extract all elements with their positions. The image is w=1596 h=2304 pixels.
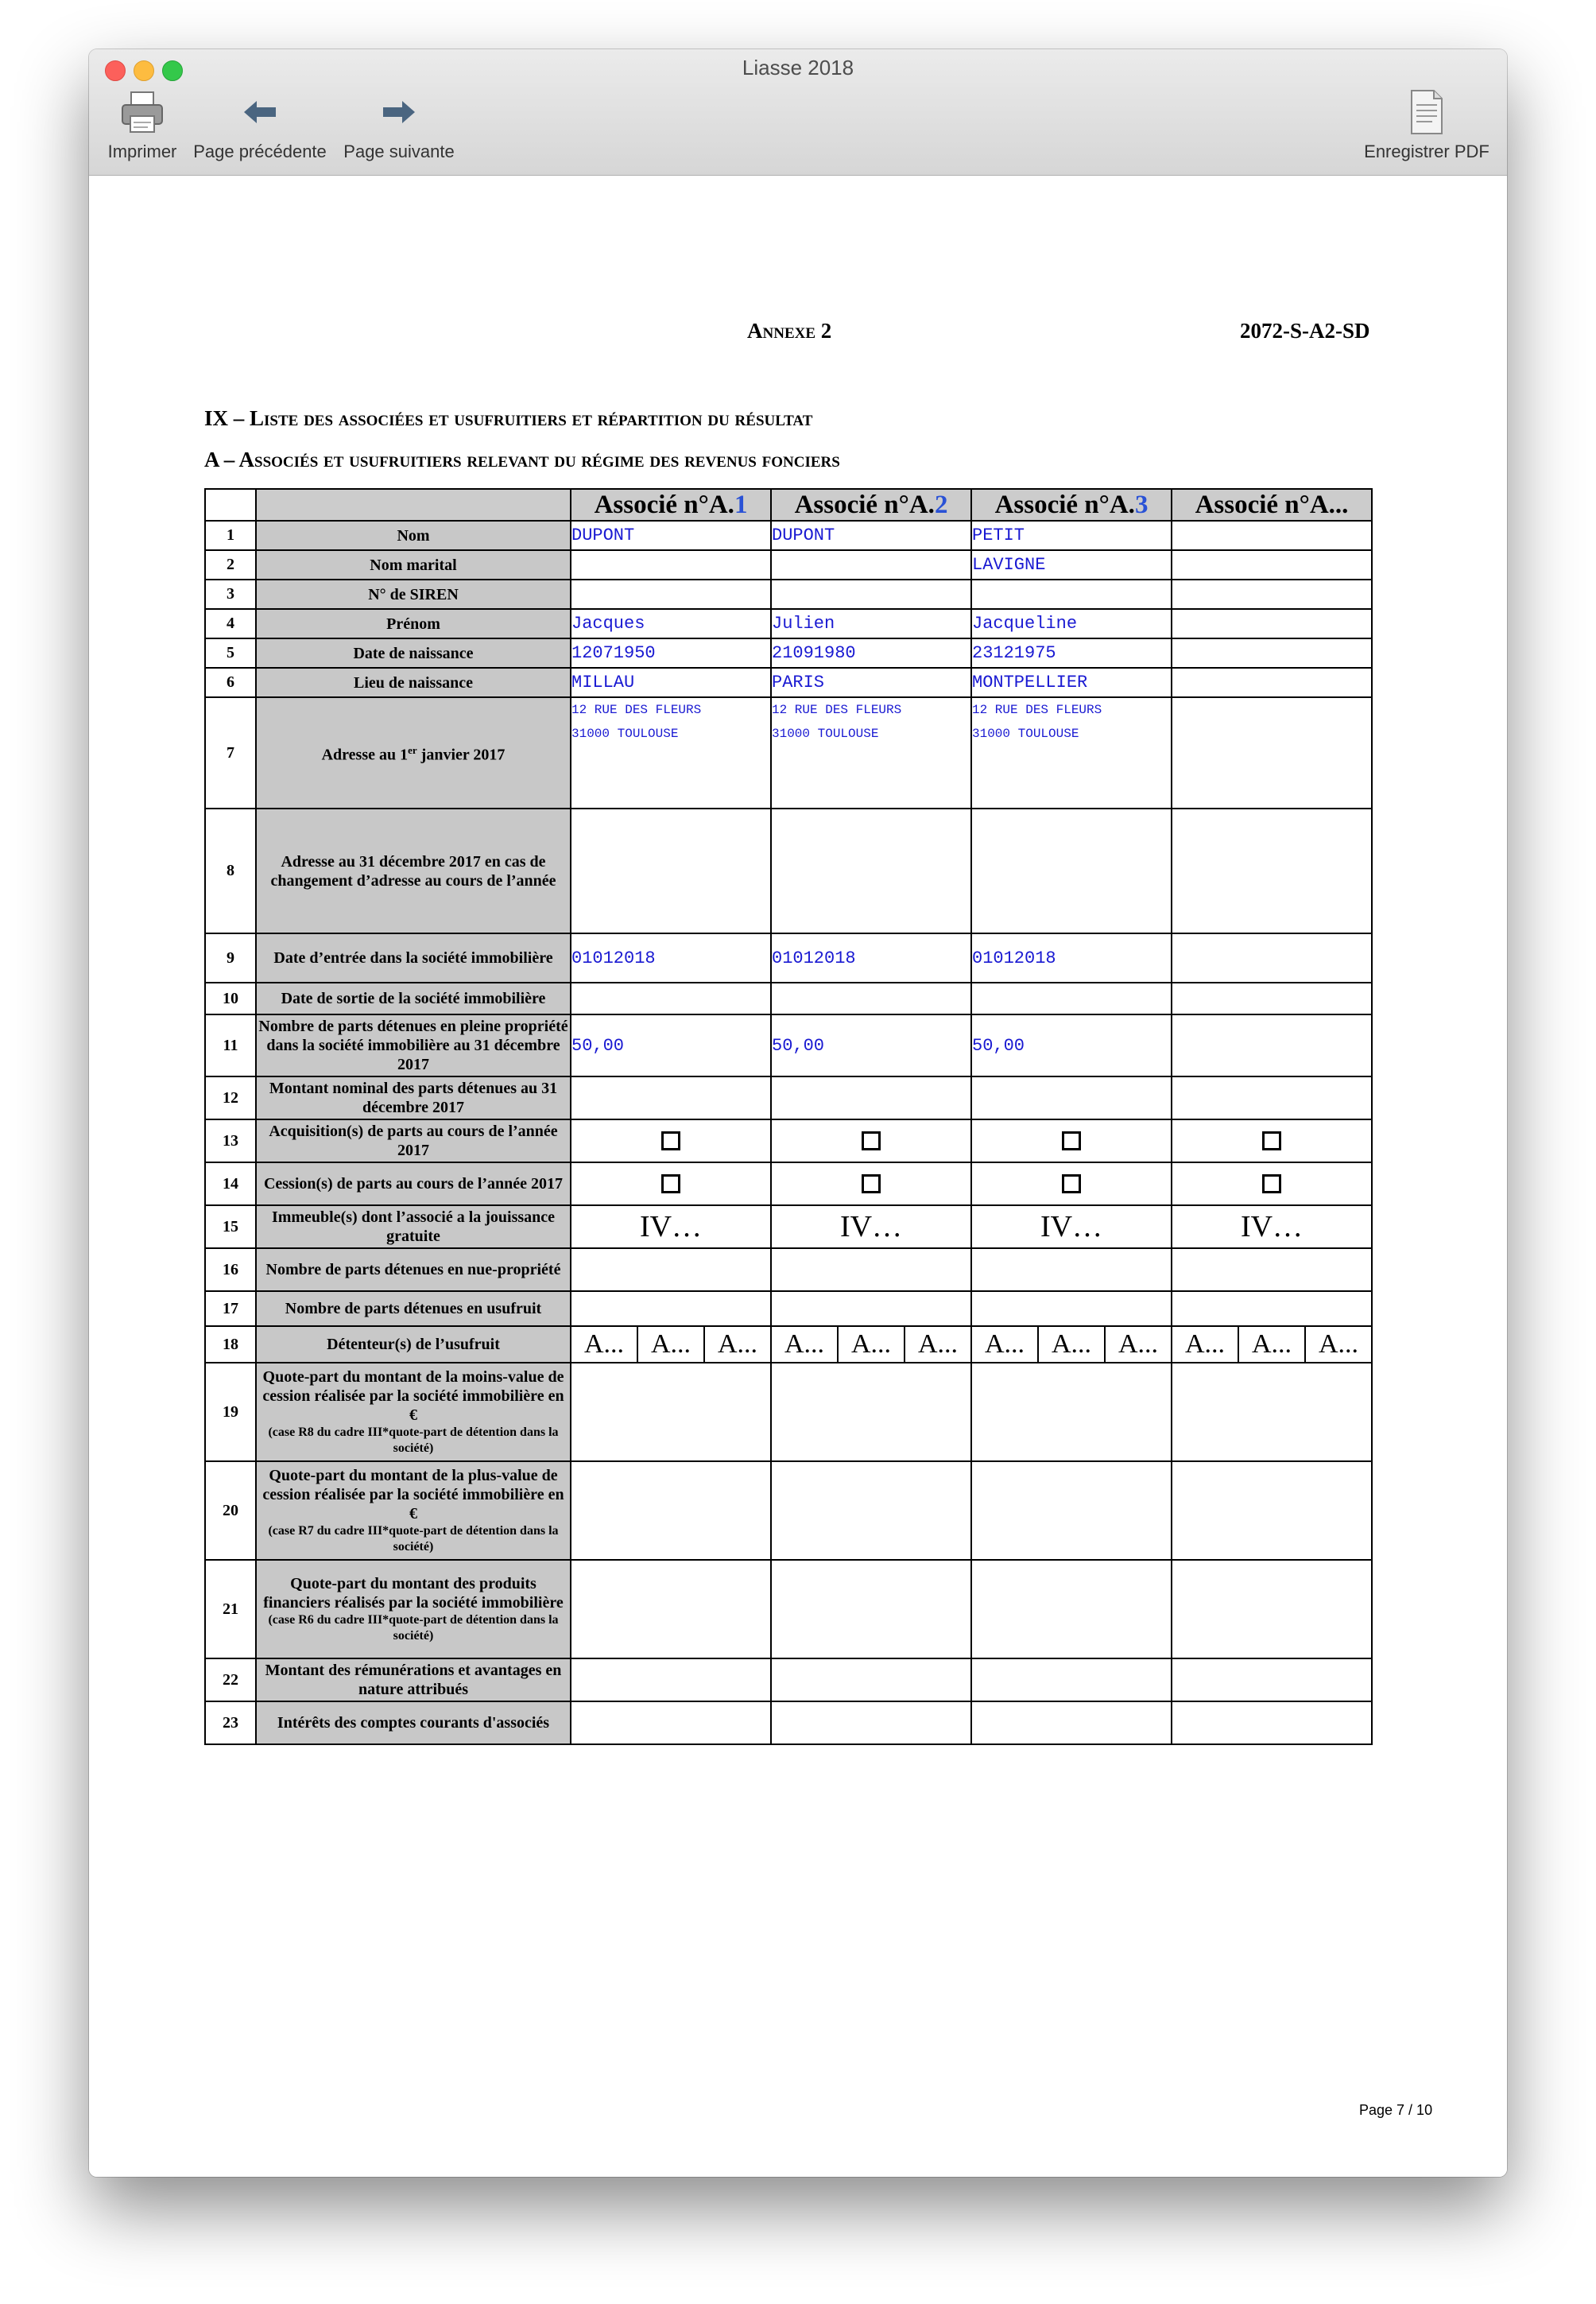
table-row (205, 1658, 1372, 1701)
value-cell[interactable] (571, 580, 771, 609)
value-cell[interactable]: LAVIGNE (971, 550, 1172, 580)
address-cell[interactable] (771, 697, 971, 809)
printer-icon (102, 87, 183, 137)
value-cell[interactable]: MILLAU (571, 668, 771, 697)
value-cell[interactable]: Jacques (571, 609, 771, 638)
value-cell[interactable] (1172, 1658, 1372, 1701)
row-number: 23 (205, 1701, 256, 1744)
value-cell[interactable] (771, 1560, 971, 1658)
table-row (205, 1461, 1372, 1560)
value-cell[interactable] (571, 809, 771, 933)
row-number: 4 (205, 609, 256, 638)
usufruct-holder-select[interactable]: A... (1037, 1327, 1104, 1362)
address-cell[interactable] (571, 697, 771, 809)
row-number: 7 (205, 697, 256, 809)
checkbox-cell (971, 1162, 1172, 1205)
row-label: Immeuble(s) dont l’associé a la jouissance gratuite (256, 1205, 571, 1248)
value-cell[interactable] (571, 1291, 771, 1326)
value-cell[interactable] (571, 1461, 771, 1560)
property-select[interactable]: IV… (771, 1205, 971, 1248)
acquisition-checkbox[interactable] (1262, 1131, 1281, 1150)
value-cell[interactable] (971, 983, 1172, 1014)
cession-checkbox[interactable] (1262, 1174, 1281, 1193)
row-number: 14 (205, 1162, 256, 1205)
usufruct-holder-select[interactable]: A... (837, 1327, 904, 1362)
table-row (205, 1205, 1372, 1248)
row-label: Prénom (256, 609, 571, 638)
row-label: Nombre de parts détenues en nue-propriété (256, 1248, 571, 1291)
value-cell[interactable] (971, 1291, 1172, 1326)
value-cell[interactable] (771, 1363, 971, 1461)
value-cell[interactable]: 50,00 (771, 1014, 971, 1076)
value-cell[interactable] (1172, 1014, 1372, 1076)
row-label-text: Quote-part du montant de la plus-value de cession réalisée par la société immobilière en € (262, 1467, 564, 1522)
address-line: 31000 TOULOUSE (571, 727, 679, 741)
value-cell[interactable]: Julien (771, 609, 971, 638)
row-number: 18 (205, 1326, 256, 1363)
table-row (205, 521, 1372, 550)
value-cell[interactable] (971, 1363, 1172, 1461)
row-label: Acquisition(s) de parts au cours de l’année 2017 (256, 1119, 571, 1162)
acquisition-checkbox[interactable] (1062, 1131, 1081, 1150)
row-number: 8 (205, 809, 256, 933)
value-cell[interactable] (771, 1701, 971, 1744)
header-associate-4: Associé n°A... (1172, 489, 1372, 521)
value-cell[interactable] (571, 550, 771, 580)
next-page-label: Page suivante (343, 142, 455, 161)
associate-1-number[interactable]: 1 (734, 490, 748, 519)
value-cell[interactable] (1172, 1363, 1372, 1461)
property-select[interactable]: IV… (1172, 1205, 1372, 1248)
value-cell[interactable]: PETIT (971, 521, 1172, 550)
usufruct-holder-select[interactable]: A... (637, 1327, 703, 1362)
checkbox-cell (771, 1162, 971, 1205)
usufruct-holder-select[interactable]: A... (1238, 1327, 1304, 1362)
document-page (89, 176, 1507, 2177)
checkbox-cell (971, 1119, 1172, 1162)
row-label-superscript: er (408, 744, 417, 757)
row-label: Adresse au 31 décembre 2017 en cas de changement d’adresse au cours de l’année (256, 809, 571, 933)
row-number: 10 (205, 983, 256, 1014)
value-cell[interactable]: 12071950 (571, 638, 771, 668)
acquisition-checkbox[interactable] (661, 1131, 680, 1150)
print-button[interactable] (102, 87, 183, 162)
table-row (205, 1291, 1372, 1326)
row-number: 6 (205, 668, 256, 697)
row-label: Cession(s) de parts au cours de l’année 2017 (256, 1162, 571, 1205)
usufruct-holders-cell (1172, 1326, 1372, 1363)
app-window (89, 49, 1507, 2177)
row-label (256, 1363, 571, 1461)
address-cell[interactable] (1172, 697, 1372, 809)
save-pdf-label: Enregistrer PDF (1364, 142, 1489, 161)
title-bar (89, 49, 1507, 176)
value-cell[interactable] (971, 1461, 1172, 1560)
value-cell[interactable]: 21091980 (771, 638, 971, 668)
row-label-note: (case R8 du cadre III*quote-part de détention dans la société) (268, 1425, 559, 1455)
acquisition-checkbox[interactable] (862, 1131, 881, 1150)
cession-checkbox[interactable] (862, 1174, 881, 1193)
row-label: Date de sortie de la société immobilière (256, 983, 571, 1014)
previous-page-button[interactable] (189, 87, 331, 162)
table-row (205, 1248, 1372, 1291)
row-label: Nom (256, 521, 571, 550)
arrow-right-icon (337, 87, 461, 137)
section-title: IX – Liste des associées et usufruitiers et répartition du résultat (204, 406, 813, 430)
print-label: Imprimer (107, 142, 177, 161)
value-cell[interactable] (971, 1248, 1172, 1291)
value-cell[interactable]: DUPONT (771, 521, 971, 550)
row-number: 20 (205, 1461, 256, 1560)
associate-3-prefix: Associé n°A. (994, 490, 1135, 519)
value-cell[interactable] (1172, 1248, 1372, 1291)
row-number: 5 (205, 638, 256, 668)
cession-checkbox[interactable] (661, 1174, 680, 1193)
value-cell[interactable] (971, 1701, 1172, 1744)
next-page-button[interactable] (337, 87, 461, 162)
value-cell[interactable]: 23121975 (971, 638, 1172, 668)
value-cell[interactable] (1172, 638, 1372, 668)
value-cell[interactable] (771, 1658, 971, 1701)
value-cell[interactable] (571, 1363, 771, 1461)
value-cell[interactable]: DUPONT (571, 521, 771, 550)
table-row (205, 983, 1372, 1014)
value-cell[interactable] (1172, 550, 1372, 580)
value-cell[interactable] (1172, 521, 1372, 550)
table-row (205, 638, 1372, 668)
row-label: Montant des rémunérations et avantages en nature attribués (256, 1658, 571, 1701)
value-cell[interactable] (771, 580, 971, 609)
row-label: Intérêts des comptes courants d'associés (256, 1701, 571, 1744)
table-row (205, 668, 1372, 697)
value-cell[interactable]: PARIS (771, 668, 971, 697)
row-label: N° de SIREN (256, 580, 571, 609)
row-label-note: (case R6 du cadre III*quote-part de détention dans la société) (268, 1613, 559, 1643)
usufruct-holder-select[interactable]: A... (1304, 1327, 1371, 1362)
header-empty-cell (205, 489, 256, 521)
value-cell[interactable] (1172, 933, 1372, 983)
value-cell[interactable]: 50,00 (571, 1014, 771, 1076)
associate-2-number[interactable]: 2 (934, 490, 948, 519)
value-cell[interactable] (971, 1560, 1172, 1658)
row-number: 11 (205, 1014, 256, 1076)
associate-2-prefix: Associé n°A. (794, 490, 935, 519)
row-label: Date d’entrée dans la société immobilière (256, 933, 571, 983)
row-label-text: Quote-part du montant des produits financiers réalisés par la société immobilière (263, 1575, 564, 1612)
value-cell[interactable] (571, 1248, 771, 1291)
value-cell[interactable] (971, 580, 1172, 609)
table-row (205, 580, 1372, 609)
arrow-left-icon (189, 87, 331, 137)
pdf-document-icon (1356, 87, 1497, 137)
row-number: 21 (205, 1560, 256, 1658)
checkbox-cell (571, 1119, 771, 1162)
form-code: 2072-S-A2-SD (1240, 319, 1370, 343)
header-associate-2 (771, 489, 971, 521)
row-label-note: (case R7 du cadre III*quote-part de détention dans la société) (268, 1524, 559, 1553)
value-cell[interactable] (771, 1461, 971, 1560)
value-cell[interactable] (1172, 1461, 1372, 1560)
value-cell[interactable] (1172, 1076, 1372, 1119)
value-cell[interactable] (771, 550, 971, 580)
address-line: 12 RUE DES FLEURS (972, 703, 1102, 717)
row-label-text: Adresse au 1 (321, 746, 409, 764)
table-row (205, 1560, 1372, 1658)
row-label (256, 1461, 571, 1560)
table-row (205, 1326, 1372, 1363)
checkbox-cell (1172, 1162, 1372, 1205)
value-cell[interactable] (1172, 809, 1372, 933)
value-cell[interactable]: 01012018 (571, 933, 771, 983)
usufruct-holder-select[interactable]: A... (1104, 1327, 1171, 1362)
address-cell[interactable] (971, 697, 1172, 809)
header-associate-1 (571, 489, 771, 521)
property-select[interactable]: IV… (571, 1205, 771, 1248)
subsection-title: A – Associés et usufruitiers relevant du régime des revenus fonciers (204, 448, 840, 471)
row-number: 19 (205, 1363, 256, 1461)
page-number: Page 7 / 10 (1359, 2102, 1433, 2118)
usufruct-holders-cell (971, 1326, 1172, 1363)
value-cell[interactable] (571, 1701, 771, 1744)
associate-1-prefix: Associé n°A. (594, 490, 734, 519)
table-row (205, 1363, 1372, 1461)
checkbox-cell (1172, 1119, 1372, 1162)
usufruct-holder-select[interactable]: A... (984, 1329, 1025, 1359)
value-cell[interactable] (771, 1076, 971, 1119)
value-cell[interactable] (1172, 1701, 1372, 1744)
row-label (256, 697, 571, 809)
value-cell[interactable]: MONTPELLIER (971, 668, 1172, 697)
value-cell[interactable]: 01012018 (771, 933, 971, 983)
row-number: 16 (205, 1248, 256, 1291)
value-cell[interactable]: Jacqueline (971, 609, 1172, 638)
annexe-title: Annexe 2 (747, 319, 832, 343)
row-number: 17 (205, 1291, 256, 1326)
value-cell[interactable] (571, 983, 771, 1014)
row-number: 3 (205, 580, 256, 609)
row-label: Date de naissance (256, 638, 571, 668)
table-row (205, 697, 1372, 809)
save-pdf-button[interactable] (1356, 87, 1497, 162)
row-label: Nombre de parts détenues en usufruit (256, 1291, 571, 1326)
address-line: 31000 TOULOUSE (772, 727, 879, 741)
value-cell[interactable] (1172, 983, 1372, 1014)
table-row (205, 1014, 1372, 1076)
usufruct-holders-cell (571, 1326, 771, 1363)
usufruct-holder-select[interactable]: A... (784, 1329, 825, 1359)
checkbox-cell (571, 1162, 771, 1205)
address-line: 31000 TOULOUSE (972, 727, 1079, 741)
value-cell[interactable] (971, 1658, 1172, 1701)
value-cell[interactable] (1172, 1291, 1372, 1326)
usufruct-holder-select[interactable]: A... (904, 1327, 970, 1362)
checkbox-cell (771, 1119, 971, 1162)
row-number: 1 (205, 521, 256, 550)
value-cell[interactable] (571, 1658, 771, 1701)
value-cell[interactable] (971, 809, 1172, 933)
row-number: 22 (205, 1658, 256, 1701)
row-label-text: janvier 2017 (416, 746, 506, 764)
value-cell[interactable] (771, 809, 971, 933)
table-row (205, 933, 1372, 983)
row-number: 2 (205, 550, 256, 580)
value-cell[interactable]: 01012018 (971, 933, 1172, 983)
associates-table (204, 488, 1373, 1745)
table-row (205, 1076, 1372, 1119)
table-row (205, 609, 1372, 638)
address-line: 12 RUE DES FLEURS (772, 703, 902, 717)
row-label (256, 1560, 571, 1658)
value-cell[interactable] (571, 1560, 771, 1658)
value-cell[interactable] (1172, 1560, 1372, 1658)
row-number: 15 (205, 1205, 256, 1248)
value-cell[interactable] (1172, 580, 1372, 609)
cession-checkbox[interactable] (1062, 1174, 1081, 1193)
table-row (205, 1162, 1372, 1205)
associate-3-number[interactable]: 3 (1134, 490, 1149, 519)
property-select[interactable]: IV… (971, 1205, 1172, 1248)
header-associate-3 (971, 489, 1172, 521)
value-cell[interactable] (971, 1076, 1172, 1119)
address-line: 12 RUE DES FLEURS (571, 703, 702, 717)
row-label: Détenteur(s) de l’usufruit (256, 1326, 571, 1363)
previous-page-label: Page précédente (193, 142, 327, 161)
row-number: 9 (205, 933, 256, 983)
row-label-text: Quote-part du montant de la moins-value de cession réalisée par la société immobilière en € (262, 1368, 564, 1424)
value-cell[interactable] (771, 1248, 971, 1291)
value-cell[interactable] (571, 1076, 771, 1119)
usufruct-holder-select[interactable]: A... (703, 1327, 770, 1362)
usufruct-holder-select[interactable]: A... (583, 1329, 625, 1359)
row-label: Montant nominal des parts détenues au 31 décembre 2017 (256, 1076, 571, 1119)
table-row (205, 550, 1372, 580)
row-label: Nombre de parts détenues en pleine propriété dans la société immobilière au 31 décembre 2017 (256, 1014, 571, 1076)
value-cell[interactable]: 50,00 (971, 1014, 1172, 1076)
usufruct-holder-select[interactable]: A... (1184, 1329, 1226, 1359)
usufruct-holders-cell (771, 1326, 971, 1363)
table-header-row (205, 489, 1372, 521)
table-row (205, 809, 1372, 933)
value-cell[interactable] (1172, 668, 1372, 697)
table-row (205, 1119, 1372, 1162)
value-cell[interactable] (771, 983, 971, 1014)
value-cell[interactable] (771, 1291, 971, 1326)
window-title: Liasse 2018 (742, 56, 854, 80)
header-label-cell (256, 489, 571, 521)
value-cell[interactable] (1172, 609, 1372, 638)
table-row (205, 1701, 1372, 1744)
row-label: Lieu de naissance (256, 668, 571, 697)
row-label: Nom marital (256, 550, 571, 580)
row-number: 12 (205, 1076, 256, 1119)
row-number: 13 (205, 1119, 256, 1162)
